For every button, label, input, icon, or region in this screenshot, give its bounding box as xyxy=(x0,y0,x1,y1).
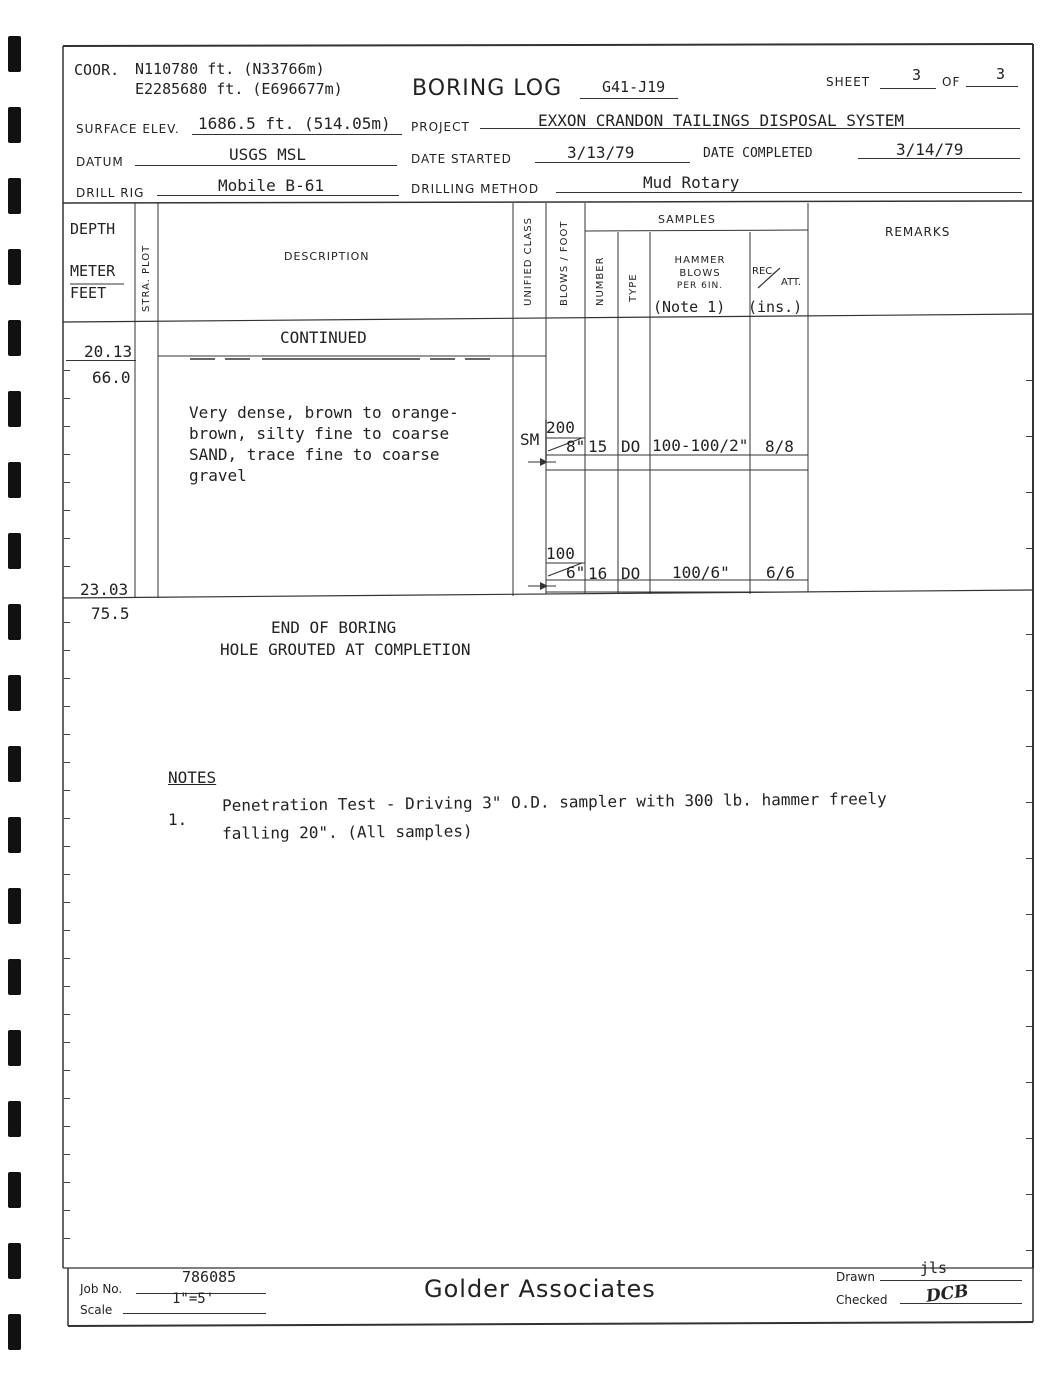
col-rec: REC. xyxy=(752,266,776,277)
checked-initials: DCB xyxy=(924,1281,970,1307)
end-of-boring: END OF BORING xyxy=(271,618,397,637)
col-hammer-line3: PER 6IN. xyxy=(676,281,724,291)
notes-heading: NOTES xyxy=(168,768,217,787)
col-note1: (Note 1) xyxy=(653,298,726,316)
surface-elev-value: 1686.5 ft. (514.05m) xyxy=(198,114,391,133)
col-strat-plot: STRA. PLOT xyxy=(141,244,152,312)
depth-top-meter: 20.13 xyxy=(84,342,133,361)
datum-label: DATUM xyxy=(76,155,124,169)
depth-bottom-meter: 23.03 xyxy=(80,580,129,599)
date-started-value: 3/13/79 xyxy=(567,143,635,162)
description-line: brown, silty fine to coarse xyxy=(189,424,450,443)
drilling-method-value: Mud Rotary xyxy=(643,173,740,192)
sample-hammer: 100/6" xyxy=(672,563,730,582)
scale-value: 1"=5' xyxy=(172,1291,215,1307)
col-hammer-line1: HAMMER xyxy=(674,255,726,266)
sheet-total: 3 xyxy=(996,65,1006,83)
sample-blows-top: 200 xyxy=(546,418,575,437)
drill-rig-value: Mobile B-61 xyxy=(218,176,324,195)
coor-label: COOR. xyxy=(74,61,120,79)
drawn-label: Drawn xyxy=(836,1270,875,1284)
depth-bottom-feet: 75.5 xyxy=(91,604,130,623)
col-att: ATT. xyxy=(781,277,802,288)
job-number: 786085 xyxy=(182,1268,237,1286)
sample-recovery: 6/6 xyxy=(766,563,795,582)
description-line: SAND, trace fine to coarse xyxy=(189,445,440,464)
unified-class-value: SM xyxy=(520,430,540,449)
col-unified-class: UNIFIED CLASS xyxy=(523,217,534,306)
col-meter: METER xyxy=(70,262,116,280)
sheet-label: SHEET xyxy=(826,75,871,89)
scale-label: Scale xyxy=(80,1303,113,1317)
sample-number: 16 xyxy=(588,564,608,583)
col-blows-foot: BLOWS / FOOT xyxy=(559,220,570,306)
boring-id: G41-J19 xyxy=(602,78,666,96)
job-label: Job No. xyxy=(80,1282,123,1296)
depth-top-feet: 66.0 xyxy=(92,368,131,387)
coor-north: N110780 ft. (N33766m) xyxy=(135,60,325,78)
note-line-2: falling 20". (All samples) xyxy=(222,821,473,843)
col-rec-unit: (ins.) xyxy=(748,298,803,316)
sample-blows-top: 100 xyxy=(546,544,575,563)
note-number: 1. xyxy=(168,810,188,829)
col-hammer-blows xyxy=(650,254,750,293)
sample-number: 15 xyxy=(588,437,608,456)
description-line: Very dense, brown to orange- xyxy=(189,403,459,422)
continued-label: CONTINUED xyxy=(280,328,367,347)
sample-type: DO xyxy=(621,437,641,456)
date-completed-label: DATE COMPLETED xyxy=(703,146,813,161)
sample-blows-bottom: 6" xyxy=(566,563,586,582)
col-type: TYPE xyxy=(628,273,639,302)
company-name: Golder Associates xyxy=(424,1275,656,1303)
col-hammer-line2: BLOWS xyxy=(679,268,721,279)
col-description: DESCRIPTION xyxy=(284,250,370,263)
project-label: PROJECT xyxy=(411,120,470,134)
sample-type: DO xyxy=(621,564,641,583)
soil-description xyxy=(189,402,459,486)
surface-elev-label: SURFACE ELEV. xyxy=(76,122,180,136)
col-number: NUMBER xyxy=(595,256,606,306)
date-completed-value: 3/14/79 xyxy=(896,140,964,159)
col-samples: SAMPLES xyxy=(658,213,716,226)
sheet-number: 3 xyxy=(912,66,922,84)
of-label: OF xyxy=(942,75,961,89)
col-feet: FEET xyxy=(70,284,107,302)
project-value: EXXON CRANDON TAILINGS DISPOSAL SYSTEM xyxy=(538,111,905,130)
sample-hammer: 100-100/2" xyxy=(652,436,749,455)
hole-grouted: HOLE GROUTED AT COMPLETION xyxy=(220,640,471,659)
date-started-label: DATE STARTED xyxy=(411,152,512,166)
note-line-1: Penetration Test - Driving 3" O.D. sampler with 300 lb. hammer freely xyxy=(222,789,887,815)
datum-value: USGS MSL xyxy=(229,145,307,164)
drawn-by: jls xyxy=(920,1259,948,1277)
coor-east: E2285680 ft. (E696677m) xyxy=(135,80,343,98)
checked-label: Checked xyxy=(836,1293,888,1307)
drill-rig-label: DRILL RIG xyxy=(76,186,145,200)
drilling-method-label: DRILLING METHOD xyxy=(411,182,540,196)
sample-blows-bottom: 8" xyxy=(566,437,586,456)
col-remarks: REMARKS xyxy=(885,225,951,239)
sample-recovery: 8/8 xyxy=(765,437,794,456)
page-title: BORING LOG xyxy=(412,76,563,101)
description-line: gravel xyxy=(189,466,247,485)
col-depth: DEPTH xyxy=(70,220,116,238)
